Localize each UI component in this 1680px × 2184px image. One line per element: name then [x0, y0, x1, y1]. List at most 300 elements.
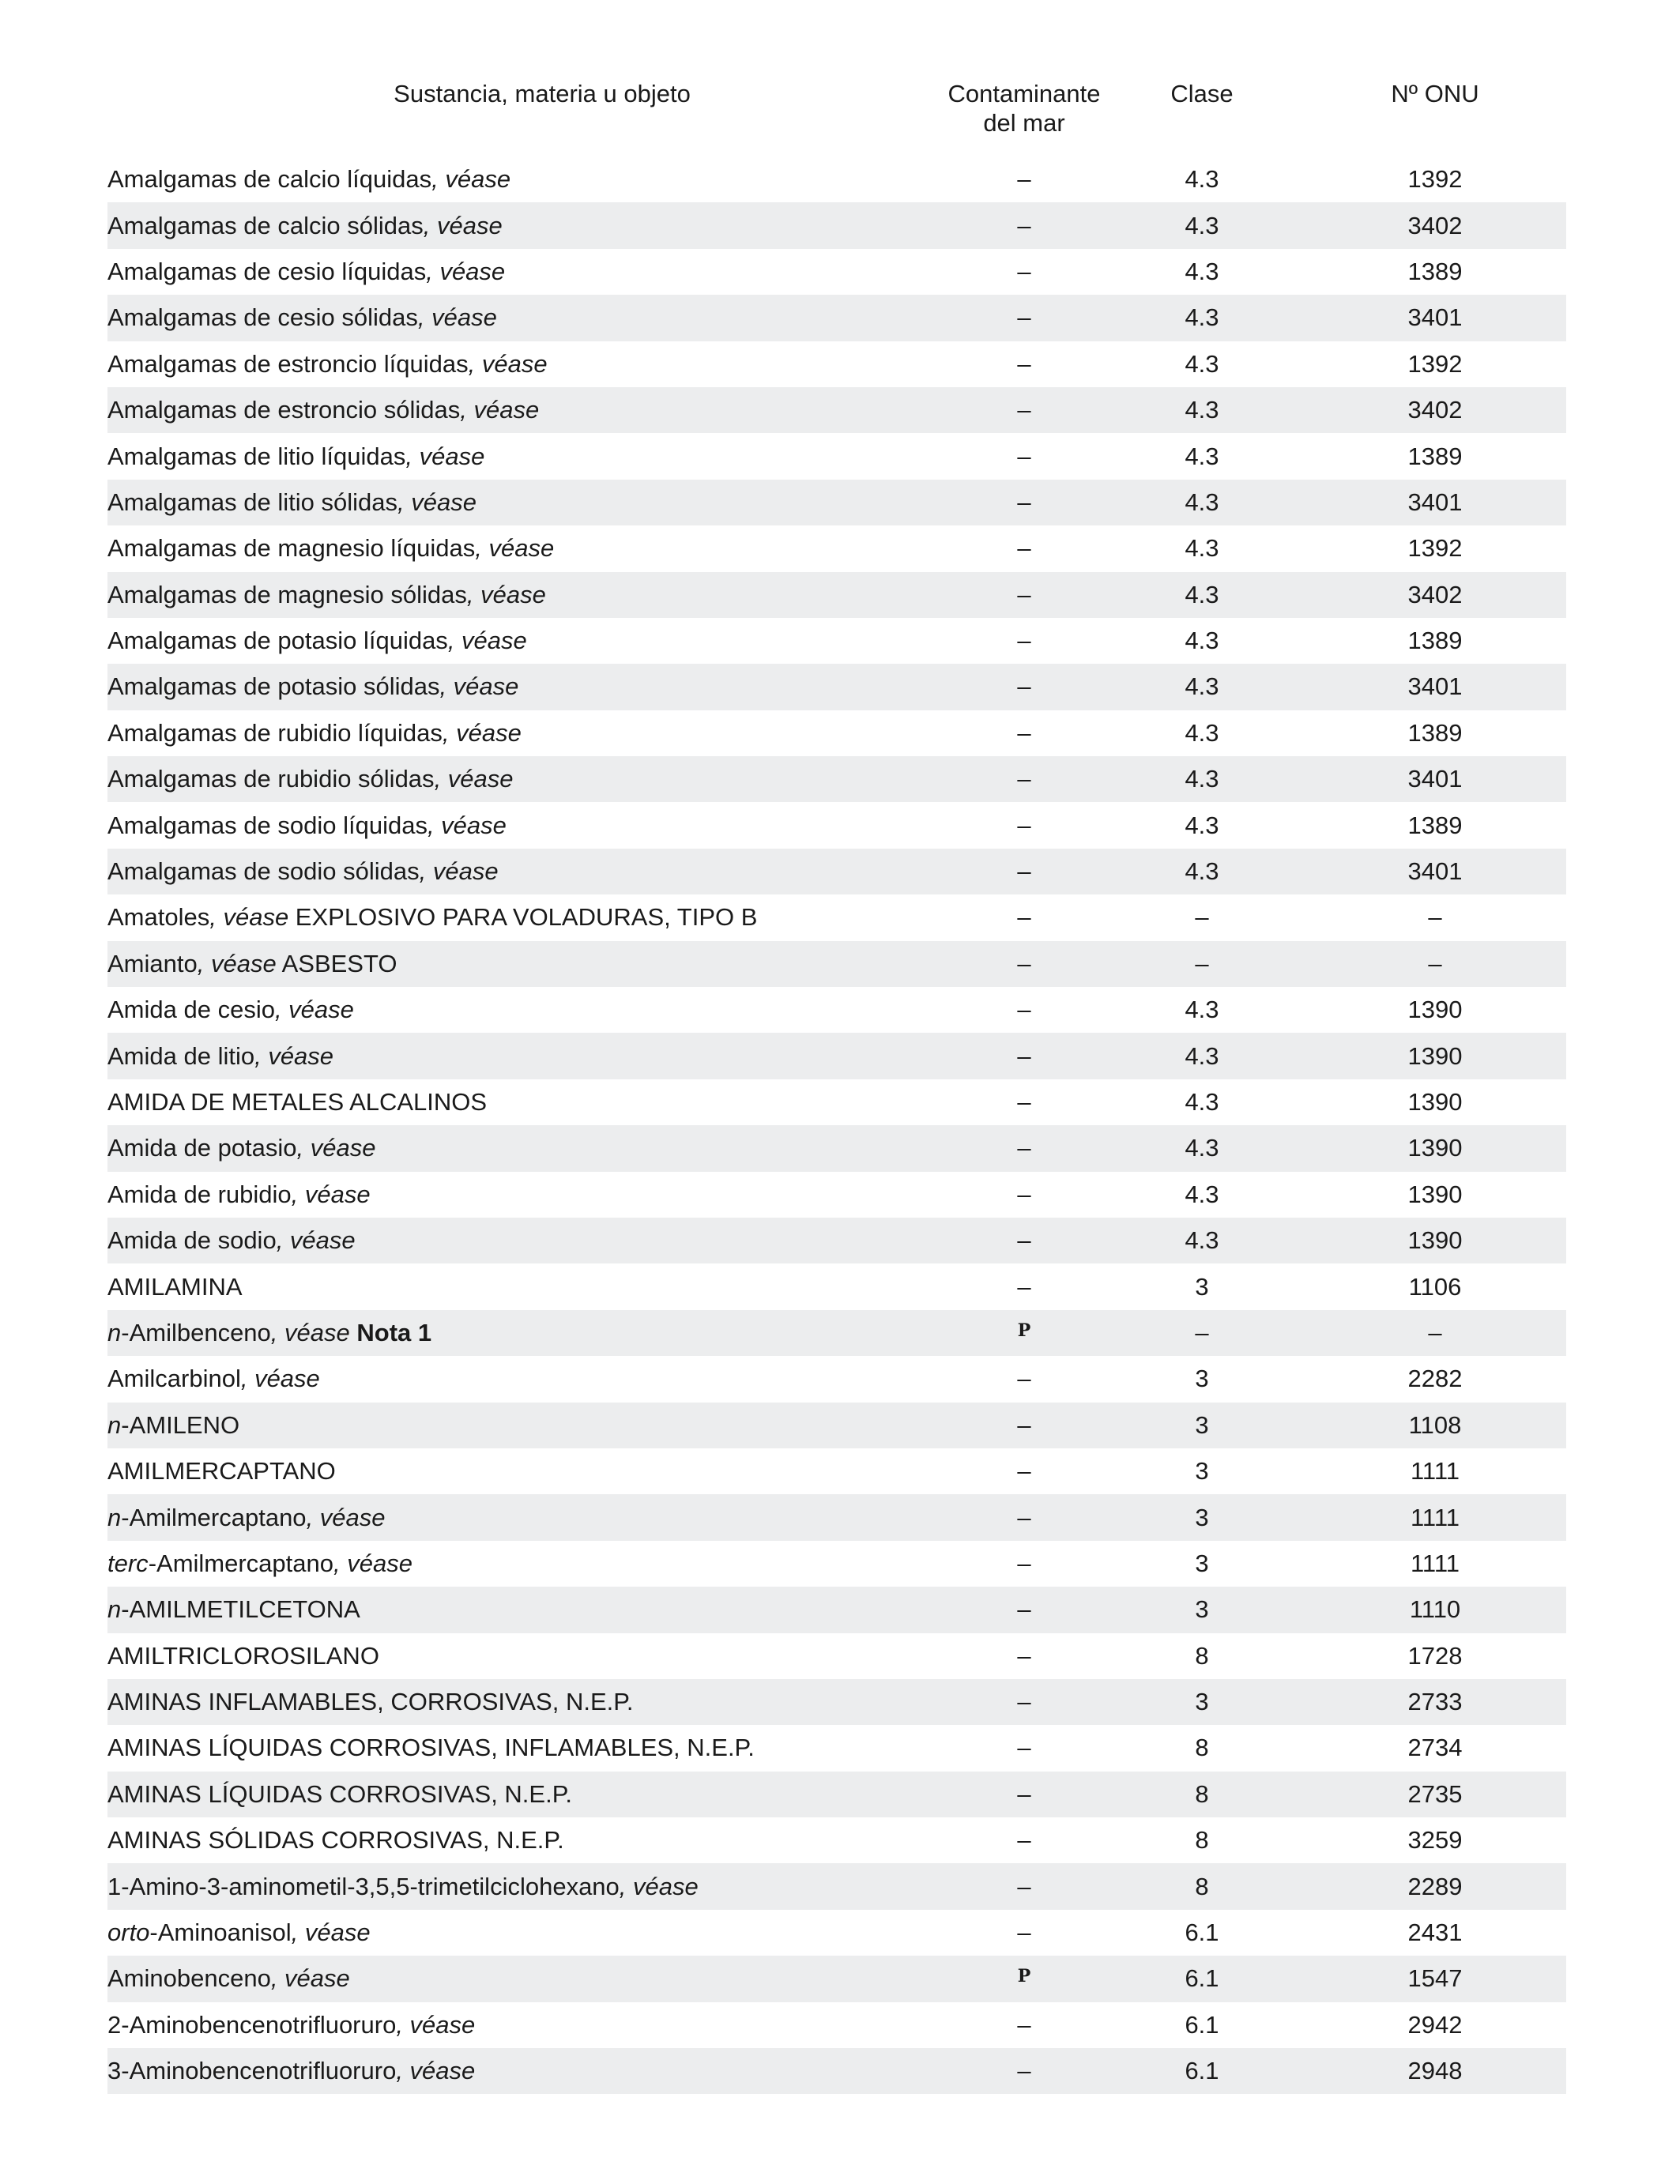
un-number-cell: 1389 [1407, 442, 1463, 470]
table-row [107, 1033, 1566, 1079]
marine-pollutant-cell: – [1017, 718, 1031, 747]
marine-pollutant-cell: – [1017, 396, 1031, 424]
marine-pollutant-cell: – [1017, 534, 1031, 563]
marine-pollutant-cell: – [1017, 996, 1031, 1024]
substance-main: Amalgamas de sodio sólidas [107, 857, 420, 886]
substance-name [107, 1457, 945, 1485]
substance-name [107, 303, 945, 332]
marine-pollutant-cell [945, 1319, 1103, 1347]
class-cell: 4.3 [1185, 718, 1219, 747]
substance-main: AMINAS INFLAMABLES, CORROSIVAS, N.E.P. [107, 1688, 634, 1716]
see-reference: , véase [439, 672, 519, 701]
see-reference: , véase [209, 903, 289, 932]
un-number-cell: 2948 [1407, 2057, 1463, 2085]
table-row [107, 1772, 1566, 1817]
un-number-cell: – [1428, 949, 1442, 977]
table-row [107, 1817, 1566, 1863]
un-number-cell: 1390 [1407, 1226, 1463, 1255]
substance-name [107, 1411, 945, 1440]
substance-name [107, 1734, 945, 1762]
substance-main: AMILAMINA [107, 1272, 243, 1301]
see-reference: , véase [397, 488, 477, 516]
substance-main: Amalgamas de calcio líquidas [107, 165, 432, 194]
table-row [107, 941, 1566, 987]
table-row [107, 1448, 1566, 1494]
substance-main: Amilcarbinol [107, 1365, 241, 1393]
marine-pollutant-cell: – [1017, 349, 1031, 378]
substance-main: Amalgamas de calcio sólidas [107, 211, 424, 239]
substance-name [107, 1873, 945, 1901]
substance-name [107, 442, 945, 471]
marine-pollutant-cell: – [1017, 1688, 1031, 1716]
substance-main: Amida de litio [107, 1041, 255, 1070]
class-cell: 4.3 [1185, 165, 1219, 194]
substance-main: Amalgamas de estroncio líquidas [107, 349, 469, 378]
substance-name [107, 2057, 945, 2085]
see-reference: , véase [254, 1041, 334, 1070]
table-row [107, 1125, 1566, 1171]
substance-name [107, 950, 945, 978]
un-number-cell: 3402 [1407, 580, 1463, 608]
class-cell: 8 [1195, 1826, 1209, 1855]
substance-main: Amianto [107, 949, 198, 977]
marine-pollutant-cell: – [1017, 949, 1031, 977]
substance-main: Amalgamas de magnesio sólidas [107, 580, 467, 608]
substance-prefix: terc [107, 1549, 149, 1577]
class-cell: 4.3 [1185, 580, 1219, 608]
un-number-cell: 1390 [1407, 1134, 1463, 1162]
table-row [107, 894, 1566, 940]
table-row [107, 387, 1566, 433]
un-number-cell: 1389 [1407, 627, 1463, 655]
substance-prefix: n [107, 1595, 122, 1624]
substance-table [107, 79, 1566, 2094]
substance-main: Amalgamas de potasio sólidas [107, 672, 440, 701]
un-number-cell: 1111 [1410, 1549, 1460, 1577]
class-cell: 8 [1195, 1872, 1209, 1900]
see-reference: , véase [276, 1226, 356, 1255]
substance-main: Amatoles [107, 903, 210, 932]
substance-prefix: n [107, 1503, 122, 1531]
marine-pollutant-cell: – [1017, 672, 1031, 701]
see-reference: , véase [423, 211, 503, 239]
header-un-number: Nº ONU [1391, 80, 1479, 107]
class-cell: 4.3 [1185, 211, 1219, 239]
class-cell: 4.3 [1185, 1226, 1219, 1255]
table-row [107, 664, 1566, 710]
un-number-cell: 3259 [1407, 1826, 1463, 1855]
reference-target: EXPLOSIVO PARA VOLADURAS, TIPO B [288, 903, 758, 932]
substance-main: AMINAS LÍQUIDAS CORROSIVAS, N.E.P. [107, 1779, 573, 1808]
un-number-cell: 3401 [1407, 672, 1463, 701]
substance-name [107, 1780, 945, 1809]
class-cell: 4.3 [1185, 534, 1219, 563]
table-row [107, 1494, 1566, 1540]
marine-pollutant-cell: – [1017, 1641, 1031, 1670]
substance-name [107, 1504, 945, 1532]
class-cell: 3 [1195, 1595, 1209, 1624]
class-cell: – [1195, 1318, 1209, 1346]
substance-main: Amalgamas de cesio líquidas [107, 257, 427, 285]
table-row [107, 987, 1566, 1033]
substance-name [107, 857, 945, 886]
table-body [107, 156, 1566, 2094]
marine-pollutant-cell: – [1017, 1041, 1031, 1070]
table-row [107, 1910, 1566, 1956]
substance-name [107, 212, 945, 240]
table-row [107, 249, 1566, 295]
substance-main: AMILTRICLOROSILANO [107, 1641, 379, 1670]
header-marine-pollutant-line2: del mar [983, 109, 1065, 137]
class-cell: 4.3 [1185, 1041, 1219, 1070]
header-class: Clase [1170, 80, 1234, 107]
substance-name [107, 1642, 945, 1670]
un-number-cell: 1106 [1408, 1272, 1462, 1301]
see-reference: , véase [291, 1180, 371, 1208]
class-cell: 4.3 [1185, 442, 1219, 470]
table-row [107, 1956, 1566, 2001]
substance-main: Amalgamas de potasio líquidas [107, 627, 448, 655]
table-row [107, 525, 1566, 571]
substance-name [107, 350, 945, 378]
class-cell: 4.3 [1185, 672, 1219, 701]
marine-pollutant-cell: – [1017, 442, 1031, 470]
substance-prefix: n [107, 1318, 122, 1346]
class-cell: – [1195, 903, 1209, 932]
marine-pollutant-cell: – [1017, 1595, 1031, 1624]
substance-main: AMINAS SÓLIDAS CORROSIVAS, N.E.P. [107, 1826, 564, 1855]
un-number-cell: 3402 [1407, 396, 1463, 424]
see-reference: , véase [296, 1134, 376, 1162]
substance-main: AMIDA DE METALES ALCALINOS [107, 1088, 488, 1116]
substance-main: Amalgamas de rubidio líquidas [107, 718, 443, 747]
substance-name [107, 1088, 945, 1116]
substance-main: -AMILMETILCETONA [121, 1595, 360, 1624]
marine-pollutant-cell: – [1017, 165, 1031, 194]
class-cell: 4.3 [1185, 1180, 1219, 1208]
table-row [107, 156, 1566, 202]
marine-pollutant-cell: – [1017, 857, 1031, 886]
class-cell: 6.1 [1185, 2057, 1219, 2085]
substance-main: -Amilbenceno [121, 1318, 271, 1346]
class-cell: 4.3 [1185, 996, 1219, 1024]
marine-pollutant-cell: – [1017, 1088, 1031, 1116]
class-cell: 4.3 [1185, 765, 1219, 793]
un-number-cell: 1390 [1407, 1041, 1463, 1070]
substance-main: -Aminoanisol [149, 1919, 292, 1947]
marine-pollutant-cell: – [1017, 1457, 1031, 1485]
un-number-cell: 2734 [1407, 1734, 1463, 1762]
table-row [107, 1310, 1566, 1356]
see-reference: , véase [419, 857, 499, 886]
class-cell: 4.3 [1185, 1088, 1219, 1116]
marine-pollutant-cell: – [1017, 1180, 1031, 1208]
table-row [107, 480, 1566, 525]
substance-main: Amida de cesio [107, 996, 275, 1024]
class-cell: 4.3 [1185, 303, 1219, 332]
un-number-cell: – [1428, 903, 1442, 932]
substance-name [107, 1595, 945, 1624]
un-number-cell: 2289 [1407, 1872, 1463, 1900]
class-cell: 4.3 [1185, 627, 1219, 655]
un-number-cell: 1389 [1407, 811, 1463, 839]
class-cell: – [1195, 949, 1209, 977]
marine-pollutant-mark: P [1017, 1320, 1031, 1341]
note-reference: Nota 1 [356, 1318, 432, 1346]
marine-pollutant-cell [945, 1964, 1103, 1993]
table-row [107, 1218, 1566, 1263]
un-number-cell: 1111 [1410, 1503, 1460, 1531]
see-reference: , véase [396, 2010, 476, 2039]
class-cell: 3 [1195, 1549, 1209, 1577]
see-reference: , véase [417, 303, 497, 332]
substance-prefix: n [107, 1410, 122, 1439]
table-row [107, 1356, 1566, 1402]
class-cell: 3 [1195, 1365, 1209, 1393]
marine-pollutant-cell: – [1017, 1272, 1031, 1301]
substance-name [107, 1042, 945, 1071]
table-row [107, 1403, 1566, 1448]
class-cell: 3 [1195, 1503, 1209, 1531]
marine-pollutant-cell: – [1017, 1734, 1031, 1762]
substance-main: 3-Aminobencenotrifluoruro [107, 2057, 397, 2085]
class-cell: 8 [1195, 1779, 1209, 1808]
see-reference: , véase [427, 811, 507, 839]
un-number-cell: 1392 [1407, 534, 1463, 563]
table-row [107, 1633, 1566, 1679]
header-marine-pollutant [945, 79, 1103, 149]
see-reference: , véase [431, 165, 511, 194]
substance-main: -Amilmercaptano [148, 1549, 333, 1577]
table-row [107, 202, 1566, 248]
table-row [107, 341, 1566, 387]
un-number-cell: 2431 [1407, 1919, 1463, 1947]
table-row [107, 1863, 1566, 1909]
table-row [107, 433, 1566, 479]
substance-main: Amida de rubidio [107, 1180, 292, 1208]
substance-name [107, 396, 945, 424]
class-cell: 4.3 [1185, 396, 1219, 424]
un-number-cell: 1390 [1407, 996, 1463, 1024]
class-cell: 6.1 [1185, 1964, 1219, 1993]
un-number-cell: 2942 [1407, 2010, 1463, 2039]
un-number-cell: – [1428, 1318, 1442, 1346]
class-cell: 4.3 [1185, 257, 1219, 285]
class-cell: 4.3 [1185, 349, 1219, 378]
class-cell: 8 [1195, 1734, 1209, 1762]
substance-name [107, 903, 945, 932]
marine-pollutant-cell: – [1017, 1549, 1031, 1577]
substance-main: Amalgamas de rubidio sólidas [107, 765, 435, 793]
table-row [107, 1079, 1566, 1125]
substance-name [107, 1273, 945, 1301]
marine-pollutant-cell: – [1017, 903, 1031, 932]
substance-name [107, 488, 945, 517]
table-row [107, 618, 1566, 664]
marine-pollutant-cell: – [1017, 2010, 1031, 2039]
substance-name [107, 765, 945, 793]
table-row [107, 572, 1566, 618]
substance-name [107, 627, 945, 655]
substance-main: 2-Aminobencenotrifluoruro [107, 2010, 397, 2039]
table-row [107, 802, 1566, 848]
substance-name [107, 811, 945, 840]
table-row [107, 1679, 1566, 1725]
see-reference: , véase [468, 349, 548, 378]
substance-main: 1-Amino-3-aminometil-3,5,5-trimetilciclohexano [107, 1872, 620, 1900]
see-reference: , véase [270, 1318, 350, 1346]
marine-pollutant-cell: – [1017, 627, 1031, 655]
substance-main: -Amilmercaptano [121, 1503, 307, 1531]
class-cell: 6.1 [1185, 1919, 1219, 1947]
class-cell: 8 [1195, 1641, 1209, 1670]
un-number-cell: 1392 [1407, 349, 1463, 378]
class-cell: 6.1 [1185, 2010, 1219, 2039]
class-cell: 4.3 [1185, 857, 1219, 886]
table-row [107, 2048, 1566, 2094]
substance-name [107, 1365, 945, 1393]
see-reference: , véase [396, 2057, 476, 2085]
substance-name [107, 1964, 945, 1993]
un-number-cell: 1389 [1407, 718, 1463, 747]
see-reference: , véase [405, 442, 485, 470]
marine-pollutant-cell: – [1017, 1410, 1031, 1439]
un-number-cell: 3401 [1407, 488, 1463, 516]
un-number-cell: 2733 [1407, 1688, 1463, 1716]
substance-name [107, 258, 945, 286]
table-row [107, 849, 1566, 894]
marine-pollutant-cell: – [1017, 1779, 1031, 1808]
see-reference: , véase [333, 1549, 412, 1577]
class-cell: 3 [1195, 1272, 1209, 1301]
marine-pollutant-cell: – [1017, 303, 1031, 332]
see-reference: , véase [240, 1365, 320, 1393]
marine-pollutant-cell: – [1017, 488, 1031, 516]
marine-pollutant-cell: – [1017, 580, 1031, 608]
class-cell: 4.3 [1185, 488, 1219, 516]
see-reference: , véase [447, 627, 527, 655]
marine-pollutant-cell: – [1017, 1226, 1031, 1255]
see-reference: , véase [434, 765, 514, 793]
un-number-cell: 3401 [1407, 857, 1463, 886]
substance-main: Amalgamas de litio líquidas [107, 442, 406, 470]
un-number-cell: 1547 [1407, 1964, 1463, 1993]
marine-pollutant-cell: – [1017, 765, 1031, 793]
see-reference: , véase [619, 1872, 699, 1900]
substance-name [107, 165, 945, 194]
un-number-cell: 1392 [1407, 165, 1463, 194]
substance-name [107, 2011, 945, 2039]
substance-main: Amida de sodio [107, 1226, 277, 1255]
marine-pollutant-cell: – [1017, 257, 1031, 285]
table-row [107, 1541, 1566, 1587]
substance-name [107, 1134, 945, 1162]
substance-name [107, 719, 945, 747]
header-substance: Sustancia, materia u objeto [394, 80, 691, 107]
table-row [107, 1263, 1566, 1309]
substance-name [107, 1919, 945, 1947]
marine-pollutant-cell: – [1017, 211, 1031, 239]
substance-name [107, 1550, 945, 1578]
un-number-cell: 2282 [1407, 1365, 1463, 1393]
table-row [107, 2002, 1566, 2048]
un-number-cell: 1111 [1410, 1457, 1460, 1485]
un-number-cell: 1390 [1407, 1180, 1463, 1208]
un-number-cell: 1390 [1407, 1088, 1463, 1116]
table-row [107, 1587, 1566, 1632]
table-header [107, 79, 1566, 149]
substance-main: Aminobenceno [107, 1964, 271, 1993]
see-reference: , véase [197, 949, 277, 977]
header-marine-pollutant-line1: Contaminante [947, 80, 1101, 107]
substance-main: AMILMERCAPTANO [107, 1457, 336, 1485]
un-number-cell: 1728 [1407, 1641, 1463, 1670]
un-number-cell: 3401 [1407, 765, 1463, 793]
un-number-cell: 1110 [1409, 1595, 1461, 1624]
table-row [107, 1172, 1566, 1218]
substance-name [107, 581, 945, 609]
substance-main: Amalgamas de sodio líquidas [107, 811, 428, 839]
substance-name [107, 534, 945, 563]
class-cell: 3 [1195, 1457, 1209, 1485]
substance-name [107, 1826, 945, 1855]
see-reference: , véase [306, 1503, 386, 1531]
substance-main: -AMILENO [121, 1410, 240, 1439]
substance-name [107, 1319, 945, 1347]
see-reference: , véase [442, 718, 522, 747]
see-reference: , véase [291, 1919, 371, 1947]
substance-main: Amalgamas de cesio sólidas [107, 303, 418, 332]
table-row [107, 710, 1566, 756]
class-cell: 4.3 [1185, 811, 1219, 839]
un-number-cell: 3401 [1407, 303, 1463, 332]
substance-prefix: orto [107, 1919, 150, 1947]
marine-pollutant-cell: – [1017, 1503, 1031, 1531]
marine-pollutant-cell: – [1017, 1872, 1031, 1900]
reference-target: ASBESTO [276, 949, 397, 977]
see-reference: , véase [460, 396, 540, 424]
marine-pollutant-cell: – [1017, 1365, 1031, 1393]
marine-pollutant-cell: – [1017, 1826, 1031, 1855]
un-number-cell: 3402 [1407, 211, 1463, 239]
substance-name [107, 1180, 945, 1209]
marine-pollutant-cell: – [1017, 2057, 1031, 2085]
table-row [107, 756, 1566, 802]
see-reference: , véase [426, 257, 506, 285]
see-reference: , véase [274, 996, 354, 1024]
marine-pollutant-cell: – [1017, 1134, 1031, 1162]
see-reference: , véase [270, 1964, 350, 1993]
marine-pollutant-cell: – [1017, 1919, 1031, 1947]
un-number-cell: 2735 [1407, 1779, 1463, 1808]
marine-pollutant-cell: – [1017, 811, 1031, 839]
substance-name [107, 996, 945, 1024]
substance-name [107, 1688, 945, 1716]
see-reference: , véase [466, 580, 546, 608]
un-number-cell: 1389 [1407, 257, 1463, 285]
un-number-cell: 1108 [1408, 1410, 1462, 1439]
class-cell: 3 [1195, 1410, 1209, 1439]
class-cell: 4.3 [1185, 1134, 1219, 1162]
substance-main: Amalgamas de estroncio sólidas [107, 396, 461, 424]
substance-main: Amalgamas de magnesio líquidas [107, 534, 476, 563]
class-cell: 3 [1195, 1688, 1209, 1716]
substance-main: AMINAS LÍQUIDAS CORROSIVAS, INFLAMABLES, N.E.P. [107, 1734, 755, 1762]
substance-name [107, 1226, 945, 1255]
see-reference: , véase [475, 534, 555, 563]
substance-name [107, 672, 945, 701]
substance-main: Amida de potasio [107, 1134, 297, 1162]
